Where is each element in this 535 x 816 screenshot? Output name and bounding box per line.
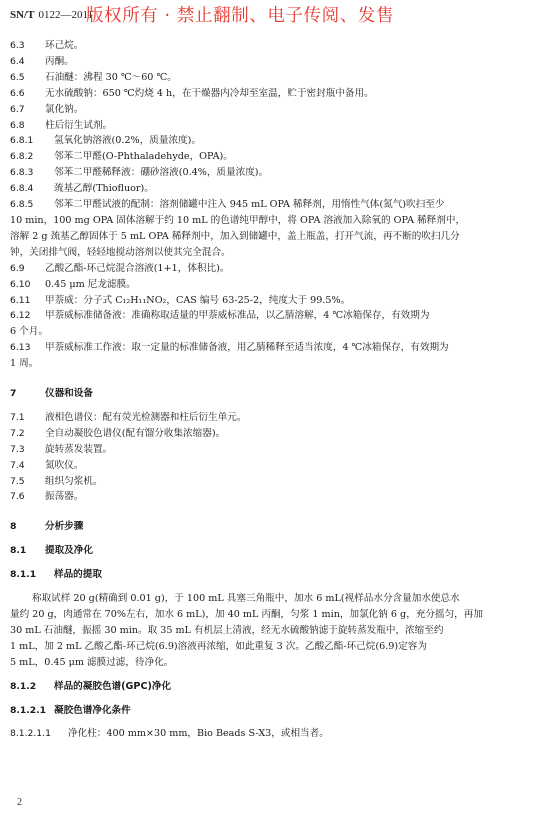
list-item: 6.9 乙酸乙酯-环己烷混合溶液(1+1，体积比)。 (10, 262, 230, 274)
subsection-heading-8-1-2-1: 8.1.2.1 凝胶色谱净化条件 (10, 704, 131, 716)
list-item: 6.4 丙酮。 (10, 55, 74, 67)
section-heading-8: 8 分析步骤 (10, 521, 84, 533)
list-item: 7.1 液相色谱仪：配有荧光检测器和柱后衍生单元。 (10, 411, 247, 423)
list-item: 7.4 氮吹仪。 (10, 459, 84, 471)
list-item: 6.7 氯化钠。 (10, 103, 84, 115)
list-item: 6.6 无水硫酸钠：650 ℃灼烧 4 h，在干燥器内冷却至室温，贮于密封瓶中备用。 (10, 87, 374, 99)
list-item: 7.2 全自动凝胶色谱仪(配有馏分收集浓缩器)。 (10, 427, 226, 439)
section-heading-7: 7 仪器和设备 (10, 388, 93, 400)
standard-prefix: SN/T (10, 9, 35, 21)
paragraph-sample-extraction: 称取试样 20 g(精确到 0.01 g)，于 100 mL 具塞三角瓶中，加水 6 mL(视样品水分含量加水使总水 量约 20 g，肉通常在 70%左右，加水 6 mL)，加 40 mL 丙酮，匀浆 1 min，加氯化钠 6 g，充分摇匀，再加 30 mL 石油醚，振摇 30 min。取 35 mL 有机层上清液，经无水硫酸钠滤于旋转蒸发瓶中，浓缩至约 1 mL，加 2 mL 乙酸乙酯-环己烷(6.9)溶液再浓缩，如此重复 3 次。乙酸乙酯-环己烷(6.9)定容为 5 mL，0.45 μm 滤膜过滤，待净化。 (10, 593, 483, 668)
list-item: 7.5 组织匀浆机。 (10, 475, 103, 487)
copyright-watermark: 版权所有 · 禁止翻制、电子传阅、发售 (86, 6, 395, 26)
subsection-heading-8-1-2: 8.1.2 样品的凝胶色谱(GPC)净化 (10, 680, 172, 692)
list-item-6-12: 6.12 甲萘威标准储备液：准确称取适量的甲萘威标准品，以乙腈溶解，4 ℃冰箱保存，有效期为 6 个月。 (10, 310, 430, 338)
standard-code (10, 9, 93, 21)
list-item: 8.1.2.1.1 净化柱：400 mm×30 mm，Bio Beads S-X3，或相当者。 (10, 728, 329, 740)
list-item: 6.11 甲萘威：分子式 C₁₂H₁₁NO₂，CAS 编号 63-25-2，纯度大于 99.5%。 (10, 294, 351, 306)
list-item: 6.8 柱后衍生试剂。 (10, 119, 113, 131)
list-item: 7.3 旋转蒸发装置。 (10, 443, 113, 455)
list-item: 6.3 环己烷。 (10, 40, 84, 51)
standard-number: 0122—2011 (38, 9, 94, 21)
list-item: 6.8.2 邻苯二甲醛(O-Phthaladehyde，OPA)。 (10, 151, 233, 163)
list-item-6-8-5: 6.8.5 邻苯二甲醛试液的配制：溶剂储罐中注入 945 mL OPA 稀释剂，用惰性气体(氮气)吹扫至少 10 min，100 mg OPA 固体溶解于约 10 mL 的色谱纯甲醇中，将 OPA 溶液加入除氧的 OPA 稀释剂中， 溶解 2 g 巯基乙醇固体于 5 mL OPA 稀释剂中，加入到储罐中，盖上瓶盖，打开气流，再不断的吹扫几分 钟，关闭排气阀，轻轻地搅动溶剂以使其完全混合。 (10, 199, 466, 258)
subsection-heading-8-1-1: 8.1.1 样品的提取 (10, 569, 102, 581)
list-item: 6.5 石油醚：沸程 30 ℃～60 ℃。 (10, 71, 177, 83)
page-number: 2 (17, 797, 22, 808)
list-item-6-13: 6.13 甲萘威标准工作液：取一定量的标准储备液，用乙腈稀释至适当浓度，4 ℃冰箱保存，有效期为 1 周。 (10, 342, 449, 370)
list-item: 7.6 振荡器。 (10, 491, 84, 503)
list-item: 6.10 0.45 μm 尼龙滤膜。 (10, 278, 136, 290)
list-item: 6.8.3 邻苯二甲醛稀释液：硼砂溶液(0.4%，质量浓度)。 (10, 167, 269, 179)
list-item: 6.8.1 氢氧化钠溶液(0.2%，质量浓度)。 (10, 135, 201, 147)
document-body (10, 38, 525, 742)
list-item: 6.8.4 巯基乙醇(Thiofluor)。 (10, 183, 154, 195)
subsection-heading-8-1: 8.1 提取及净化 (10, 545, 93, 557)
